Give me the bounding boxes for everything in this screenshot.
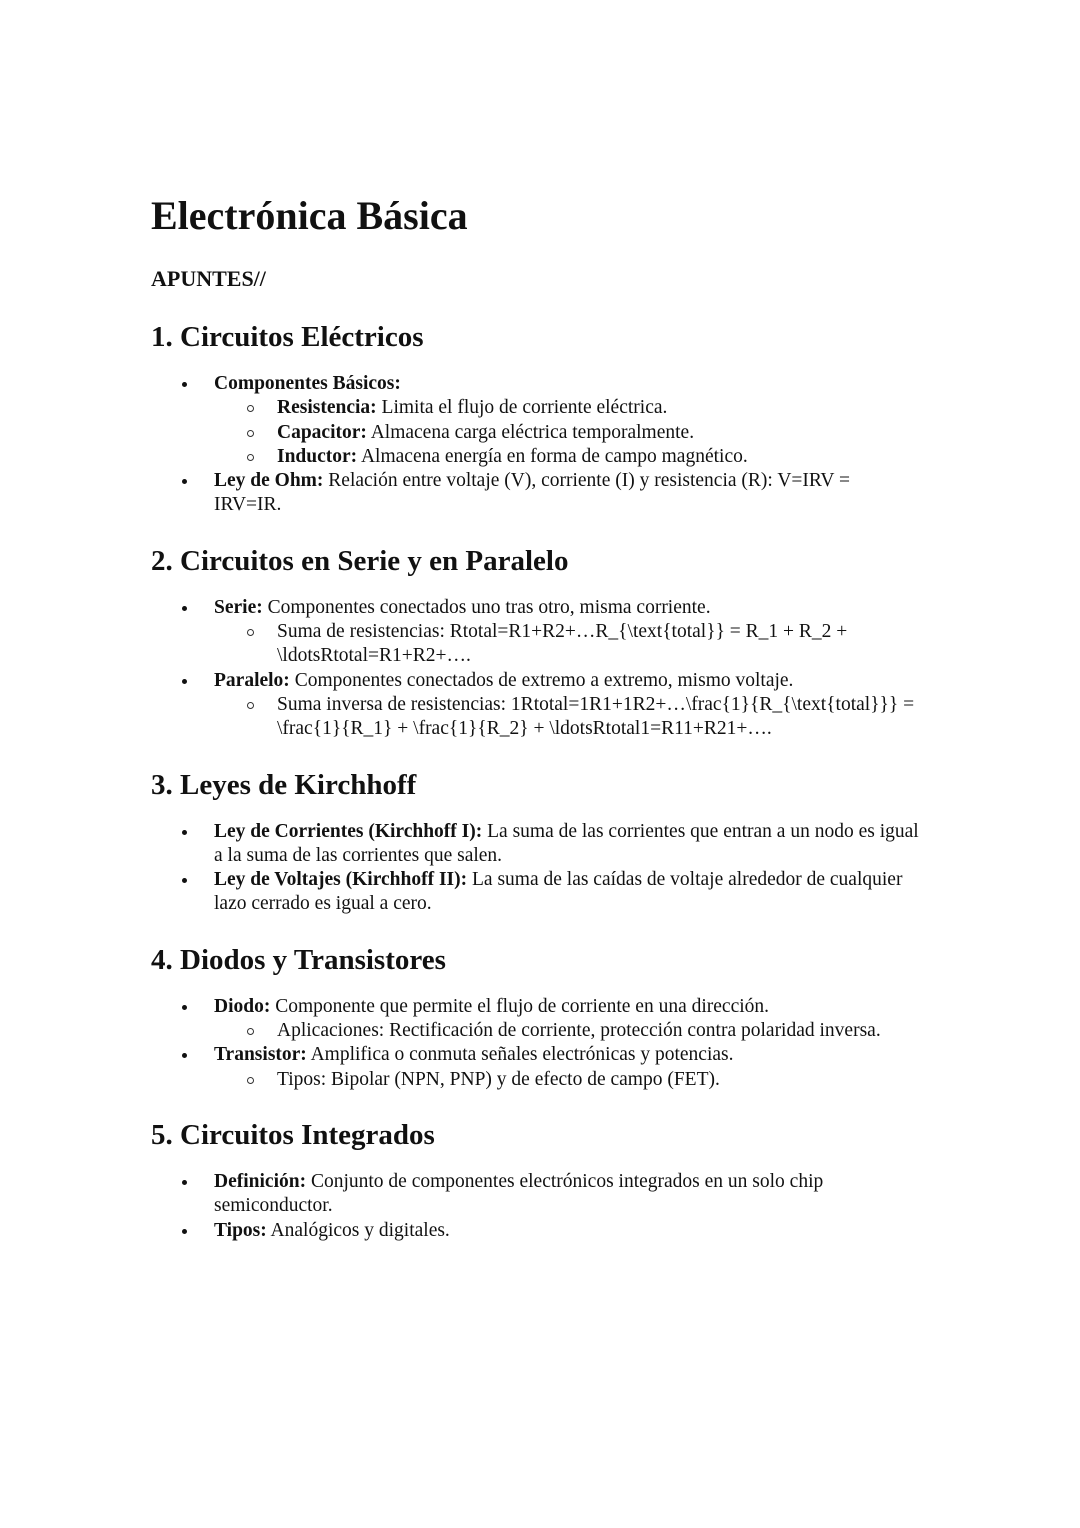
list-item (151, 868, 921, 917)
item-label: Paralelo: (214, 669, 290, 691)
section-circuitos-electricos (151, 318, 921, 518)
list-item (151, 820, 921, 869)
item-text: La suma de las corrientes que entran a un nodo es igual a la suma de las corrientes que salen. (214, 820, 919, 866)
sub-item-text: Suma de resistencias: Rtotal=R1+R2+…R_{\text{total}} = R_1 + R_2 + \ldotsRtotal=R1+R2+…. (277, 621, 848, 667)
item-label: Definición: (214, 1170, 307, 1192)
section-serie-paralelo (151, 542, 921, 742)
sub-item-text: Almacena carga eléctrica temporalmente. (366, 421, 695, 443)
section-heading: 3. Leyes de Kirchhoff (151, 768, 417, 801)
section-heading: 1. Circuitos Eléctricos (151, 321, 424, 353)
list-item (151, 469, 921, 518)
list-item (151, 1219, 921, 1243)
sub-item-label: Resistencia: (277, 397, 377, 419)
section-heading: 2. Circuitos en Serie y en Paralelo (151, 544, 569, 577)
sub-item-label: Inductor: (277, 445, 358, 467)
sub-item (213, 421, 921, 445)
sub-item-label: Capacitor: (277, 421, 367, 443)
item-label: Ley de Ohm: (214, 470, 324, 492)
list-item (151, 372, 921, 469)
list-item (151, 669, 921, 742)
sub-item (213, 1019, 921, 1043)
item-text: La suma de las caídas de voltaje alrededor de cualquier lazo cerrado es igual a cero. (214, 869, 903, 915)
bullet-list (151, 820, 921, 917)
item-text: Relación entre voltaje (V), corriente (I) y resistencia (R): V=IRV = IRV=IR. (214, 470, 850, 516)
item-label: Ley de Voltajes (Kirchhoff II): (214, 869, 468, 891)
item-text: Componentes conectados uno tras otro, misma corriente. (262, 596, 711, 618)
sub-item-text: Suma inversa de resistencias: 1Rtotal=1R1+1R2+…\frac{1}{R_{\text{total}}} = \frac{1}{R_1} + \frac{1}{R_2} + \ldotsRtotal1=R11+R21+…. (277, 693, 915, 740)
document-page (151, 190, 921, 1243)
sub-item (213, 396, 921, 420)
section-heading: 4. Diodos y Transistores (151, 943, 446, 976)
section-heading: 5. Circuitos Integrados (151, 1118, 435, 1151)
bullet-list (151, 995, 921, 1092)
item-text: Analógicos y digitales. (266, 1219, 450, 1241)
sub-item-text: Limita el flujo de corriente eléctrica. (376, 397, 668, 419)
sub-item-text: Aplicaciones: Rectificación de corriente, protección contra polaridad inversa. (277, 1020, 881, 1042)
item-text: Componente que permite el flujo de corriente en una dirección. (270, 995, 770, 1017)
sub-item (213, 1068, 921, 1092)
sub-item (213, 445, 921, 469)
document-subtitle: APUNTES// (151, 266, 266, 291)
item-label: Componentes Básicos: (214, 373, 401, 394)
section-circuitos-integrados (151, 1116, 921, 1243)
sub-list (214, 620, 921, 669)
list-item (151, 1170, 921, 1219)
sub-list (214, 1019, 921, 1043)
bullet-list (151, 372, 921, 518)
item-label: Diodo: (214, 995, 271, 1017)
bullet-list (151, 1170, 921, 1243)
item-text: Componentes conectados de extremo a extremo, mismo voltaje. (289, 669, 794, 691)
sub-item (213, 620, 921, 669)
sub-item (213, 693, 921, 742)
document-title: Electrónica Básica (151, 193, 468, 238)
item-label: Ley de Corrientes (Kirchhoff I): (214, 820, 483, 842)
list-item (151, 1043, 921, 1092)
section-diodos-transistores (151, 941, 921, 1092)
sub-item-text: Tipos: Bipolar (NPN, PNP) y de efecto de campo (FET). (277, 1068, 720, 1090)
item-label: Tipos: (214, 1219, 267, 1241)
sub-list (214, 396, 921, 469)
list-item (151, 596, 921, 669)
item-label: Serie: (214, 596, 263, 618)
list-item (151, 995, 921, 1044)
item-label: Transistor: (214, 1044, 307, 1066)
sub-list (214, 693, 921, 742)
item-text: Conjunto de componentes electrónicos integrados en un solo chip semiconductor. (214, 1170, 824, 1217)
sub-item-text: Almacena energía en forma de campo magnético. (357, 445, 748, 467)
section-leyes-kirchhoff (151, 766, 921, 917)
bullet-list (151, 596, 921, 742)
sub-list (214, 1068, 921, 1092)
item-text: Amplifica o conmuta señales electrónicas y potencias. (306, 1044, 734, 1066)
